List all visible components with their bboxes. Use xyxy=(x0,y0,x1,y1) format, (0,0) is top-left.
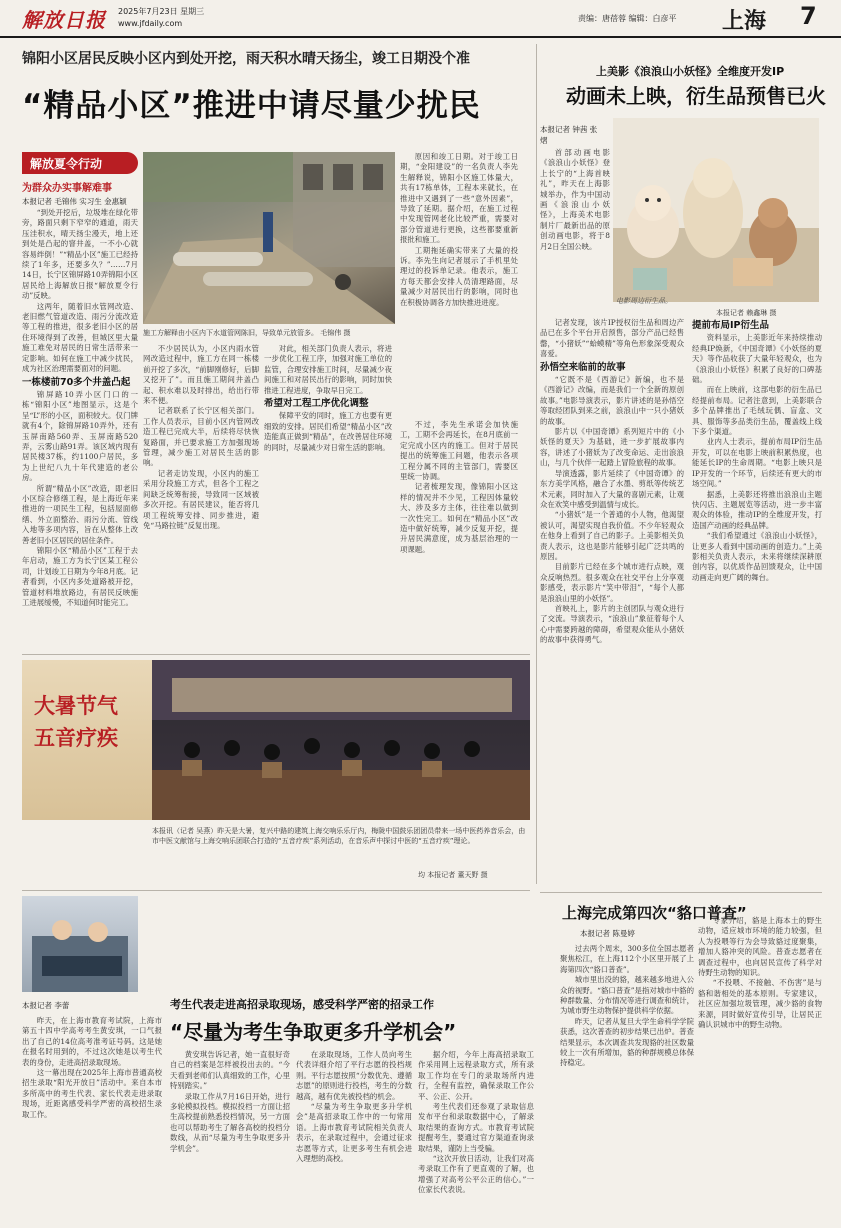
a1-p8: 记者走访发现，小区内的施工采用分段施工方式，但各个工程之间缺乏统筹衔接，导致同一区域被多次开挖。有居民建议，能否将几项工程统筹安排、同步推进，避免“马路拉链”反复出现。 xyxy=(143,468,259,530)
a2-p13: “我们希望通过《浪浪山小妖怪》，让更多人看到中国动画的创造力。”上美影相关负责人表示，未来将继续深耕原创内容，以优质作品回馈观众，让中国动画走向更广阔的舞台。 xyxy=(692,531,822,582)
a4-p1: 过去两个周末，300多位全国志愿者聚焦松江，在上海112个小区里开展了上海第四次“貉口普查”。 xyxy=(560,944,694,974)
a5-p1: 昨天，在上海市教育考试院，上海市第五十四中学高考考生黄安琪，一口气报出了自己的14位高考准考证号码。这是她在报名时用到的，不过这次她是以考生代表的身份，走进高招录取现场。 xyxy=(22,1016,162,1067)
a3-photo-art xyxy=(152,660,530,820)
a2-divider xyxy=(536,44,537,884)
section-name: 上海 xyxy=(722,9,767,34)
a5-col-1 xyxy=(22,1016,162,1222)
a2-photo-caption-1: 电影周边衍生品。 xyxy=(616,297,672,305)
a2-p8: 首映礼上，影片的主创团队与观众进行了交流。导演表示，“浪浪山”象征着每个人心中需要跨越的障碍，希望观众能从小猪妖的故事中获得勇气。 xyxy=(540,603,684,645)
a1-campaign-tag xyxy=(22,152,138,174)
a1-campaign-tag-text: 解放夏令行动 xyxy=(30,157,103,171)
issue-date: 2025年7月23日 星期三 xyxy=(118,7,205,16)
a4-p3: 昨天，记者从复旦大学生命科学学院获悉，这次普查的初步结果已出炉。普查结果显示，本次调查共发现貉的社区数量较上一次有所增加，貉的种群规模总体保持稳定。 xyxy=(560,1016,694,1068)
a4-p2: 城市里出没的貉，越来越多地进入公众的视野。“貉口普查”是指对城市中貉的种群数量、分布情况等进行调查和统计，为城市野生动物保护提供科学依据。 xyxy=(560,975,694,1016)
a5-col-3 xyxy=(296,1050,412,1222)
a5-top-rule xyxy=(22,890,530,891)
a4-p5: “不投喂、不接触、不伤害”是与貉和谐相处的基本原则。专家建议，社区应加强垃圾管理，减少貉的食物来源，同时做好宣传引导，让居民正确认识城市中的野生动物。 xyxy=(698,978,822,1030)
masthead xyxy=(0,0,841,38)
a1-col-2 xyxy=(143,344,259,649)
a2-p9: 资料显示，上美影近年来持续推动经典IP焕新，《中国奇谭》《小妖怪的夏天》等作品收获了大量年轻观众，也为《浪浪山小妖怪》积累了良好的口碑基础。 xyxy=(692,333,822,385)
a1-p2: 这两年，随着旧水管网改造、老旧燃气管道改造、雨污分流改造等工程的推进，很多老旧小区的居住环境得到了改善，但城区里大量施工难免对居民的日常生活带来一定影响。如何在施工中减少扰民，成为社区治理需要面对的问题。 xyxy=(22,301,138,374)
a4-headline: 上海完成第四次“貉口普查” xyxy=(562,904,747,922)
a5-p4: 录取工作从7月16日开始，进行多轮模拟投档。模拟投档一方面让招生高校提前熟悉投档情况，另一方面也可以帮助考生了解各高校的投档分数线，从而“尽量为考生争取更多升学机会”。 xyxy=(170,1091,290,1153)
newspaper-logo: 解放日报 xyxy=(22,8,106,32)
a5-byline: 本报记者 李蕾 xyxy=(22,1001,70,1010)
a2-p12: 据悉，上美影还将推出浪浪山主题快闪店、主题展览等活动，进一步丰富观众的体验，推动IP的全维度开发，打造国产动画的经典品牌。 xyxy=(692,489,822,530)
a1-p6: 不少居民认为，小区内雨水管网改造过程中，施工方在同一栋楼前开挖了多次，“前脚刚修好，后脚又挖开了”。而且施工期间井盖凸起、积水难以及时排出，给出行带来不便。 xyxy=(143,344,259,406)
a5-p6: “尽量为考生争取更多升学机会”是高招录取工作中的一句常用语。上海市教育考试院相关负责人表示，在录取过程中，会通过征求志愿等方式，让更多考生有机会进入理想的高校。 xyxy=(296,1102,412,1164)
a5-photo-art xyxy=(22,896,138,992)
a5-p2: 这一幕出现在2025年上海市普通高校招生录取“阳光开放日”活动中。来自本市多所高中的考生代表、家长代表走进录取现场，近距离感受科学严密的高校招生录取工作。 xyxy=(22,1068,162,1119)
a4-col-1 xyxy=(560,944,694,1220)
a2-p3: “它既不是《西游记》新编，也不是《西游记》改编，而是我们一个全新的原创故事。”电影导演表示，影片讲述的是孙悟空等取经团队到来之前，浪浪山中一只小猪妖的故事。 xyxy=(540,375,684,426)
a3-photo-caption: 本报讯（记者 吴燕）昨天是大暑，复兴中路的建筑上海交响乐乐厅内，梅陇中国鼓乐团团员带来一场中医药养音乐会，由市中医文献馆与上海交响乐团联合打造的“五音疗疾”系列活动，在音乐声中探讨中医的“五音疗疾”理论。 xyxy=(152,827,526,845)
a1-p1: “到处开挖后，垃圾堆在绿化带旁，路面只剩下窄窄的通道，雨天压洼积水，晴天扬尘漫天，地上还到处是凸起的窨井盖，一不小心就容易绊倒！”“精品小区”施工已经持续了1年多，还要多久？”……7月14日，长宁区锦屏路10弄锦阳小区居民给上海解放日报“解放夏令行动”反映。 xyxy=(22,208,138,301)
a2-merchandise-photo xyxy=(613,118,819,302)
a2-col-intro xyxy=(540,148,610,298)
a1-p10: 原因和竣工日期。对于竣工日期，“金阳建设”的一名负责人李先生解释说，锦阳小区施工体量大，共有17栋单体，工程本来就长，在推进中又遇到了一些“意外因素”，导致了延期。据介绍，在施工过程中发现管网老化比较严重，需要对部分管道进行更换，这些都要重新报批和施工。 xyxy=(400,152,518,245)
a1-p11: 工期拖延确实带来了大量的投诉。李先生向记者展示了手机里处理过的投诉单记录。他表示，施工方每天都会安排人员清理路面，尽量减少对居民出行的影响，同时也在积极协调各方加快推进进度。 xyxy=(400,245,518,307)
a3-photo-credit: 均 本报记者 董天野 摄 xyxy=(418,871,488,879)
a5-col-2 xyxy=(170,1050,290,1222)
a3-banner-line-2: 五音疗疾 xyxy=(34,726,118,750)
a2-p11: 业内人士表示，提前布局IP衍生品开发，可以在电影上映前积累热度，也能延长IP的生命周期。“电影上映只是IP开发的一个环节，后续还有更大的市场空间。” xyxy=(692,437,822,489)
a4-col-2 xyxy=(698,916,822,1220)
a5-reporter-photo xyxy=(22,896,138,992)
a1-p14: 保障平安的同时，施工方也要有更细致的安排。居民们希望“精品小区”改造能真正做到“精品”，在改善居住环境的同时，尽量减少对日常生活的影响。 xyxy=(264,411,392,452)
a4-top-rule xyxy=(540,892,822,893)
a2-p2: 记者发现，该片IP授权衍生品和周边产品已在多个平台开启预售，部分产品已经售罄，“小猪妖”“蛤蟆精”等角色形象深受观众喜爱。 xyxy=(540,318,684,359)
a3-top-rule xyxy=(22,654,530,655)
a1-campaign-sub: 为群众办实事解难事 xyxy=(22,183,112,194)
a1-p5: 锦阳小区“精品小区”工程于去年启动，施工方为长宁区某工程公司，计划竣工日期为今年8月底。记者看到，小区内多处道路被开挖，管道材料堆放路边，有居民反映施工进展缓慢，不知道何时能完工。 xyxy=(22,546,138,608)
page-number: 7 xyxy=(800,2,817,30)
a5-p9: “这次开放日活动，让我们对高考录取工作有了更直观的了解，也增强了对高考公平公正的信心。”一位家长代表说。 xyxy=(418,1154,534,1195)
a5-p3: 黄安琪告诉记者，她一直很好奇自己的档案是怎样被投出去的。“今天看到老师们认真细致的工作，心里特别踏实。” xyxy=(170,1050,290,1091)
a1-subhead-2: 希望对工程工序优化调整 xyxy=(264,398,369,410)
a1-kicker: 锦阳小区居民反映小区内到处开挖，雨天积水晴天扬尘，竣工日期没个准 xyxy=(22,51,470,67)
a2-photo-caption-2: 本报记者 赖鑫琳 摄 xyxy=(716,309,777,317)
a5-headline: “尽量为考生争取更多升学机会” xyxy=(170,1020,457,1044)
a1-p7: 记者联系了长宁区相关部门。工作人员表示，目前小区内管网改造工程已完成大半，后续将尽快恢复路面，并已要求施工方加强现场管理，减少施工对居民生活的影响。 xyxy=(143,406,259,468)
a2-subhead-1: 孙悟空来临前的故事 xyxy=(540,361,626,373)
a3-banner xyxy=(22,660,152,820)
a2-p7: 目前影片已经在多个城市进行点映，观众反响热烈。很多观众在社交平台上分享观影感受，表示影片“笑中带泪”，“每个人都是浪浪山里的小妖怪”。 xyxy=(540,562,684,603)
a1-p12: 不过，李先生承诺会加快施工，工期不会再延长，在8月底前一定完成小区内的施工。但对于居民提出的统筹施工问题，他表示各项工程分属不同的主管部门，需要区里统一协调。 xyxy=(400,420,518,482)
a1-subhead-1: 一栋楼前70多个井盖凸起 xyxy=(22,376,131,388)
a2-photo-art xyxy=(613,118,819,302)
a1-construction-photo xyxy=(143,152,395,324)
a2-p10: 而在上映前，这部电影的衍生品已经提前布局。记者注意到，上美影联合多个品牌推出了毛绒玩偶、盲盒、文具、服饰等多品类衍生品，覆盖线上线下多个渠道。 xyxy=(692,385,822,437)
a2-col-2 xyxy=(540,318,684,878)
a1-p3: 锦屏路10弄小区门口的一栋“锦阳小区”地图显示，这是个呈“L”形的小区，面积较大。仅门牌就有4个，除锦屏路10弄外，还有玉屏南路560弄、玉屏南路520弄，云雾山路91弄。该区域内现有居民楼37栋，约1100户居民，多为上世纪八九十年代建造的老公房。 xyxy=(22,389,138,483)
a2-p4: 影片以《中国奇谭》系列短片中的《小妖怪的夏天》为基础，进一步扩展故事内容，讲述了小猪妖为了改变命运、走出浪浪山，与几个伙伴一起踏上冒险旅程的故事。 xyxy=(540,427,684,468)
a1-p4: 所谓“精品小区”改造，即老旧小区综合修缮工程，是上海近年来推进的一项民生工程，包括屋面修缮、外立面整治、雨污分流、管线入地等多项内容，旨在从整体上改善老旧小区居民的居住条件。 xyxy=(22,483,138,545)
a2-subhead-2: 提前布局IP衍生品 xyxy=(692,320,769,331)
a2-p1: 首部动画电影《浪浪山小妖怪》登上长宁的“上海首映礼”，昨天在上海影城举办，作为中国动画《浪浪山小妖怪》，上海美术电影制片厂最新出品的原创动画电影，将于8月2日全国公映。 xyxy=(540,148,610,251)
a1-col-1 xyxy=(22,208,138,649)
a2-headline: 动画未上映，衍生品预售已火 xyxy=(566,84,826,108)
a1-photo-caption: 施工方解释由小区内下水道管网陈旧，导致单元放管多。 毛锦伟 摄 xyxy=(143,329,351,337)
a1-p9: 对此，相关部门负责人表示，将进一步优化工程工序，加强对施工单位的监管，合理安排施工时间，尽量减少夜间施工和对居民出行的影响，同时加快推进工程进度，争取早日完工。 xyxy=(264,344,392,395)
a5-p7: 据介绍，今年上海高招录取工作采用网上远程录取方式，所有录取工作均在专门的录取场所内进行，全程有监控，确保录取工作公平、公正、公开。 xyxy=(418,1050,534,1101)
a2-kicker: 上美影《浪浪山小妖怪》全维度开发IP xyxy=(596,65,785,78)
a2-col-1 xyxy=(540,300,690,312)
a5-p8: 考生代表们还参观了录取信息发布平台和录取数据中心，了解录取结果的查询方式。市教育考试院提醒考生，要通过官方渠道查询录取结果，谨防上当受骗。 xyxy=(418,1102,534,1153)
a1-byline: 本报记者 毛锦伟 实习生 金惠颖 xyxy=(22,197,127,206)
a1-p13: 记者梳理发现，像锦阳小区这样的情况并不少见，工程因体量较大、涉及多方主体，往往难以做到一次性完工。如何在“精品小区”改造中做好统筹，减少反复开挖，提升居民满意度，成为基层治理的一项课题。 xyxy=(400,482,518,554)
a5-kicker: 考生代表走进高招录取现场，感受科学严密的招录工作 xyxy=(170,998,434,1011)
a1-col-3 xyxy=(264,344,392,649)
a2-col-3 xyxy=(692,318,822,878)
a4-byline: 本报记者 陈曼婷 xyxy=(580,929,635,938)
a5-col-4 xyxy=(418,1050,534,1222)
a1-photo-art xyxy=(143,152,395,324)
page-editor: 责编：唐蓓蓉 编辑：白彦平 xyxy=(578,14,677,23)
a2-byline: 本报记者 钟茜 张熠 xyxy=(540,125,598,145)
a5-p5: 在录取现场，工作人员向考生代表详细介绍了平行志愿的投档规则。平行志愿按照“分数优先、遵循志愿”的原则进行投档，考生的分数越高，越有优先被投档的机会。 xyxy=(296,1050,412,1101)
a2-p6: “小猪妖”是一个普通的小人物，他渴望被认可，渴望实现自我价值。不少年轻观众在他身上看到了自己的影子。上美影相关负责人表示，这也是影片能够引起广泛共鸣的原因。 xyxy=(540,510,684,561)
a1-headline: “精品小区”推进中请尽量少扰民 xyxy=(22,88,481,124)
a1-col-6 xyxy=(400,420,518,649)
a3-banner-line-1: 大暑节气 xyxy=(34,694,118,718)
a4-p4: 专家介绍，貉是上海本土的野生动物，适应城市环境的能力较强，但人为投喂等行为会导致貉过度聚集，增加人貉冲突的风险。普查志愿者在调查过程中，也向居民宣传了科学对待野生动物的知识。 xyxy=(698,916,822,978)
a2-p5: 导演透露，影片延续了《中国奇谭》的东方美学风格，融合了水墨、剪纸等传统艺术元素，同时加入了大量的喜剧元素，让观众在欢笑中感受到温情与成长。 xyxy=(540,468,684,509)
website[interactable]: www.jfdaily.com xyxy=(118,19,183,28)
a3-concert-photo xyxy=(152,660,530,820)
